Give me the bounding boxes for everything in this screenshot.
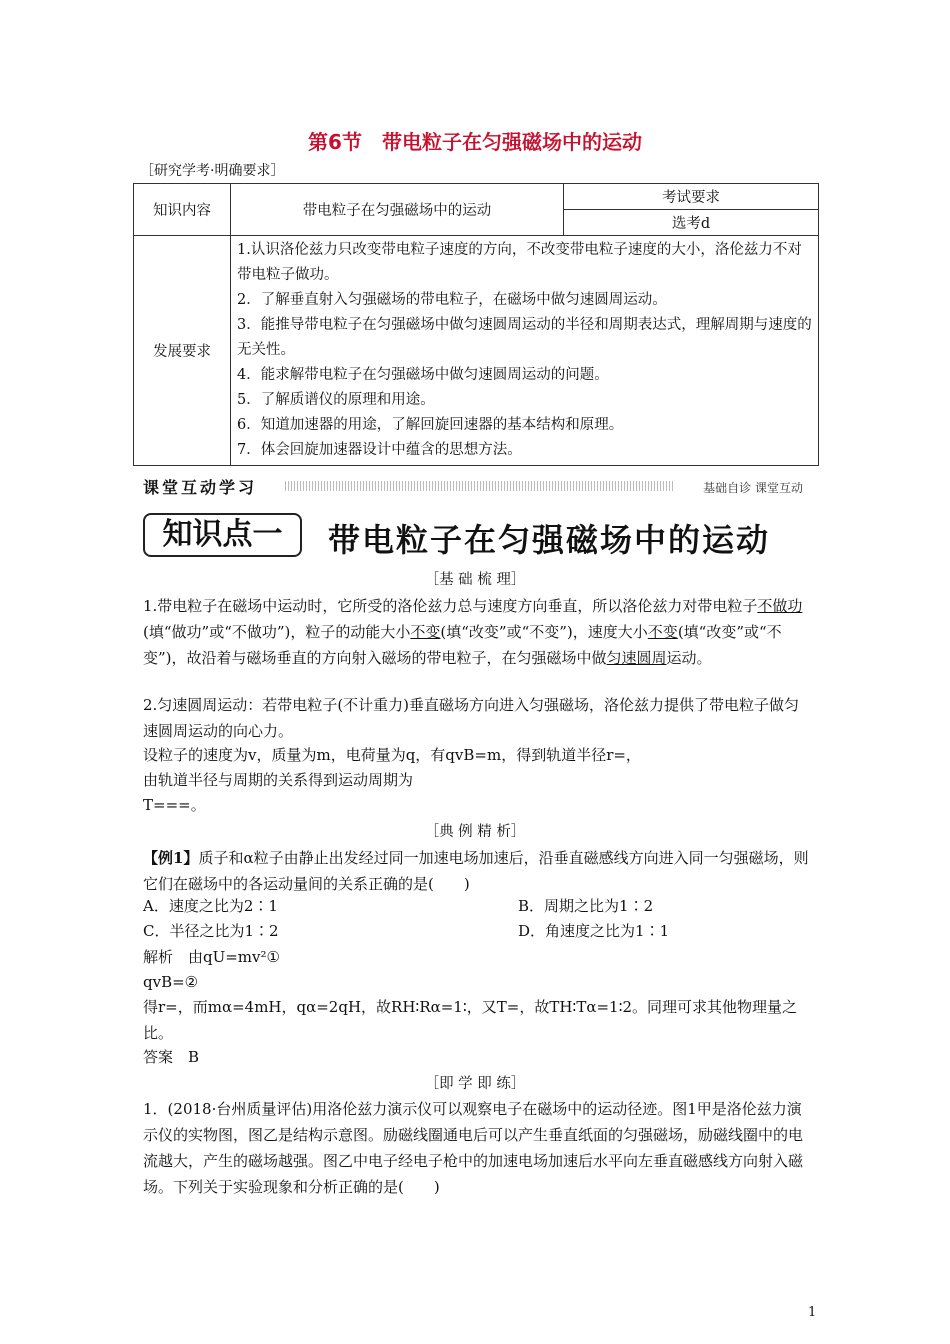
option-a: A．速度之比为2∶1: [143, 897, 278, 915]
subheading-practice: ［即 学 即 练］: [424, 1076, 526, 1092]
dev-item: 7．体会回旋加速器设计中蕴含的思想方法。: [237, 442, 522, 458]
dev-item: 6．知道加速器的用途，了解回旋回速器的基本结构和原理。: [237, 417, 624, 433]
blank-answer: 匀速圆周: [606, 649, 667, 667]
blank-answer: 不做功: [757, 597, 803, 615]
section-tag: ［研究学考·明确要求］: [140, 163, 285, 179]
banner-divider: [285, 481, 673, 491]
example-label: 【例1】: [143, 849, 199, 867]
option-d: D．角速度之比为1∶1: [518, 922, 670, 940]
knowledge-point-label: 知识点一: [143, 513, 302, 557]
blank-answer: 不变: [410, 623, 441, 641]
solution-line-2: qvB=②: [143, 973, 199, 991]
example-text: 质子和α粒子由静止出发经过同一加速电场加速后，沿垂直磁感线方向进入同一匀强磁场，则它们在磁场中的各运动量间的关系正确的是( ): [143, 849, 809, 893]
option-b: B．周期之比为1∶2: [518, 897, 654, 915]
dev-item: 2．了解垂直射入匀强磁场的带电粒子，在磁场中做匀速圆周运动。: [237, 292, 667, 308]
dev-items: [231, 236, 819, 466]
dev-label: 发展要求: [134, 236, 231, 466]
answer: 答案 B: [143, 1048, 200, 1066]
banner-subtitle: 基础自诊 课堂互动: [703, 481, 803, 495]
requirements-table: [133, 183, 819, 466]
exam-req-value: 选考d: [564, 210, 819, 236]
banner-title: 课堂互动学习: [143, 478, 258, 497]
practice-question-1: 1．(2018·台州质量评估)用洛伦兹力演示仪可以观察电子在磁场中的运动径迹。图1甲是洛伦兹力演示仪的实物图，图乙是结构示意图。励磁线圈通电后可以产生垂直纸面的匀强磁场，励磁线圈中的电流越大，产生的磁场越强。图乙中电子经电子枪中的加速电场加速后水平向左垂直磁感线方向射入磁场。下列关于实验现象和分析正确的是( ): [143, 1100, 804, 1196]
paragraph-5: T===。: [143, 796, 206, 814]
section-banner: [135, 475, 813, 497]
page-number: 1: [808, 1305, 817, 1320]
paragraph-1: 1.带电粒子在磁场中运动时，它所受的洛伦兹力总与速度方向垂直，所以洛伦兹力对带电粒子不做功(填“做功”或“不做功”)，粒子的动能大小不变(填“改变”或“不变”)，速度大小不变(填“改变”或“不变”)，故沿着与磁场垂直的方向射入磁场的带电粒子，在匀强磁场中做匀速圆周运动。: [143, 597, 803, 667]
solution-line-3: 得r=，而mα=4mH，qα=2qH，故RH∶Rα=1∶，又T=，故TH∶Tα=1∶2。同理可求其他物理量之比。: [143, 998, 798, 1042]
dev-item: 5．了解质谱仪的原理和用途。: [237, 392, 435, 408]
dev-item: 3．能推导带电粒子在匀强磁场中做匀速圆周运动的半径和周期表达式，理解周期与速度的无关性。: [237, 317, 812, 358]
knowledge-point-title: 带电粒子在匀强磁场中的运动: [328, 521, 771, 559]
paragraph-2: 2.匀速圆周运动：若带电粒子(不计重力)垂直磁场方向进入匀强磁场，洛伦兹力提供了带电粒子做匀速圆周运动的向心力。: [143, 696, 800, 740]
example-1: [143, 845, 813, 897]
page-title: 第6节 带电粒子在匀强磁场中的运动: [308, 130, 642, 154]
blank-answer: 不变: [647, 623, 678, 641]
paragraph-3: 设粒子的速度为v，质量为m，电荷量为q，有qvB=m，得到轨道半径r=，: [143, 746, 641, 764]
subheading-examples: ［典 例 精 析］: [424, 824, 526, 840]
exam-req-label: 考试要求: [564, 184, 819, 210]
option-c: C．半径之比为1∶2: [143, 922, 279, 940]
knowledge-point-header: [143, 513, 808, 557]
paragraph-4: 由轨道半径与周期的关系得到运动周期为: [143, 771, 414, 789]
knowledge-label: 知识内容: [134, 184, 231, 236]
solution-line-1: 解析 由qU=mv²①: [143, 948, 280, 966]
subheading-basics: ［基 础 梳 理］: [424, 572, 526, 588]
knowledge-content: 带电粒子在匀强磁场中的运动: [231, 184, 564, 236]
dev-item: 1.认识洛伦兹力只改变带电粒子速度的方向，不改变带电粒子速度的大小，洛伦兹力不对带电粒子做功。: [237, 242, 802, 283]
dev-item: 4．能求解带电粒子在匀强磁场中做匀速圆周运动的问题。: [237, 367, 609, 383]
